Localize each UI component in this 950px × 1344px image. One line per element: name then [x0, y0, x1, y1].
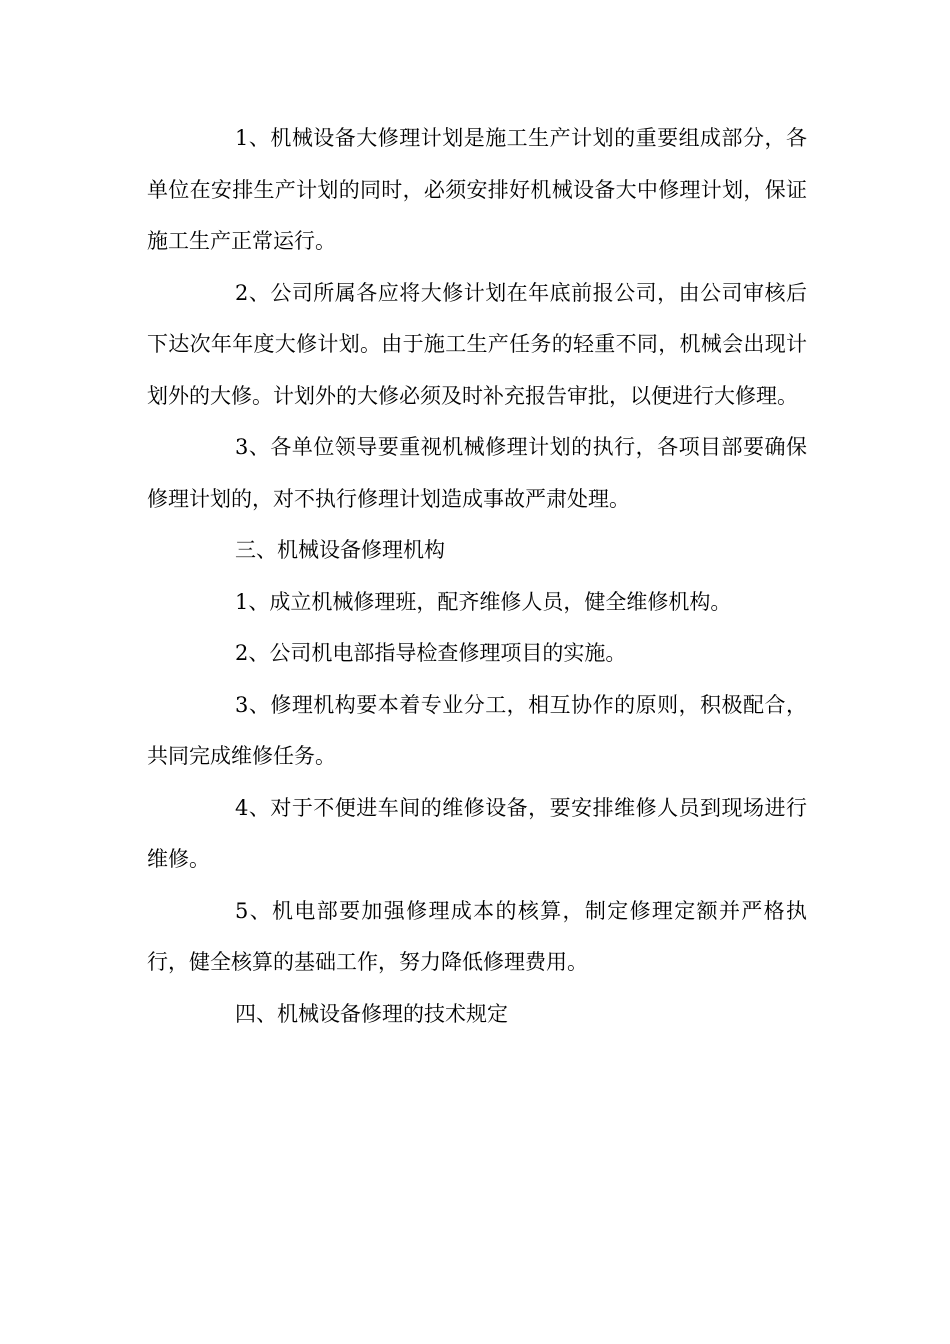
paragraph-repair-plan-3: 3、各单位领导要重视机械修理计划的执行，各项目部要确保修理计划的，对不执行修理计划造成事故严肃处理。: [147, 435, 807, 511]
section-heading-4: 四、机械设备修理的技术规定: [235, 1001, 508, 1026]
paragraph-repair-plan-2: 2、公司所属各应将大修计划在年底前报公司，由公司审核后下达次年年度大修计划。由于施工生产任务的轻重不同，机械会出现计划外的大修。计划外的大修必须及时补充报告审批，以便进行大修理。: [147, 280, 807, 408]
paragraph-org-1: 1、成立机械修理班，配齐维修人员，健全维修机构。: [235, 589, 732, 614]
section-heading-3: 三、机械设备修理机构: [235, 538, 445, 562]
document-body: [147, 113, 807, 1040]
paragraph-org-2: 2、公司机电部指导检查修理项目的实施。: [235, 641, 627, 665]
paragraph-repair-plan-1: 1、机械设备大修理计划是施工生产计划的重要组成部分，各单位在安排生产计划的同时，必须安排好机械设备大中修理计划，保证施工生产正常运行。: [147, 126, 807, 253]
paragraph-org-4: 4、对于不便进车间的维修设备，要安排维修人员到现场进行维修。: [147, 795, 807, 871]
paragraph-org-3: 3、修理机构要本着专业分工，相互协作的原则，积极配合，共同完成维修任务。: [147, 692, 807, 768]
paragraph-org-5: 5、机电部要加强修理成本的核算，制定修理定额并严格执行，健全核算的基础工作，努力降低修理费用。: [147, 898, 807, 974]
